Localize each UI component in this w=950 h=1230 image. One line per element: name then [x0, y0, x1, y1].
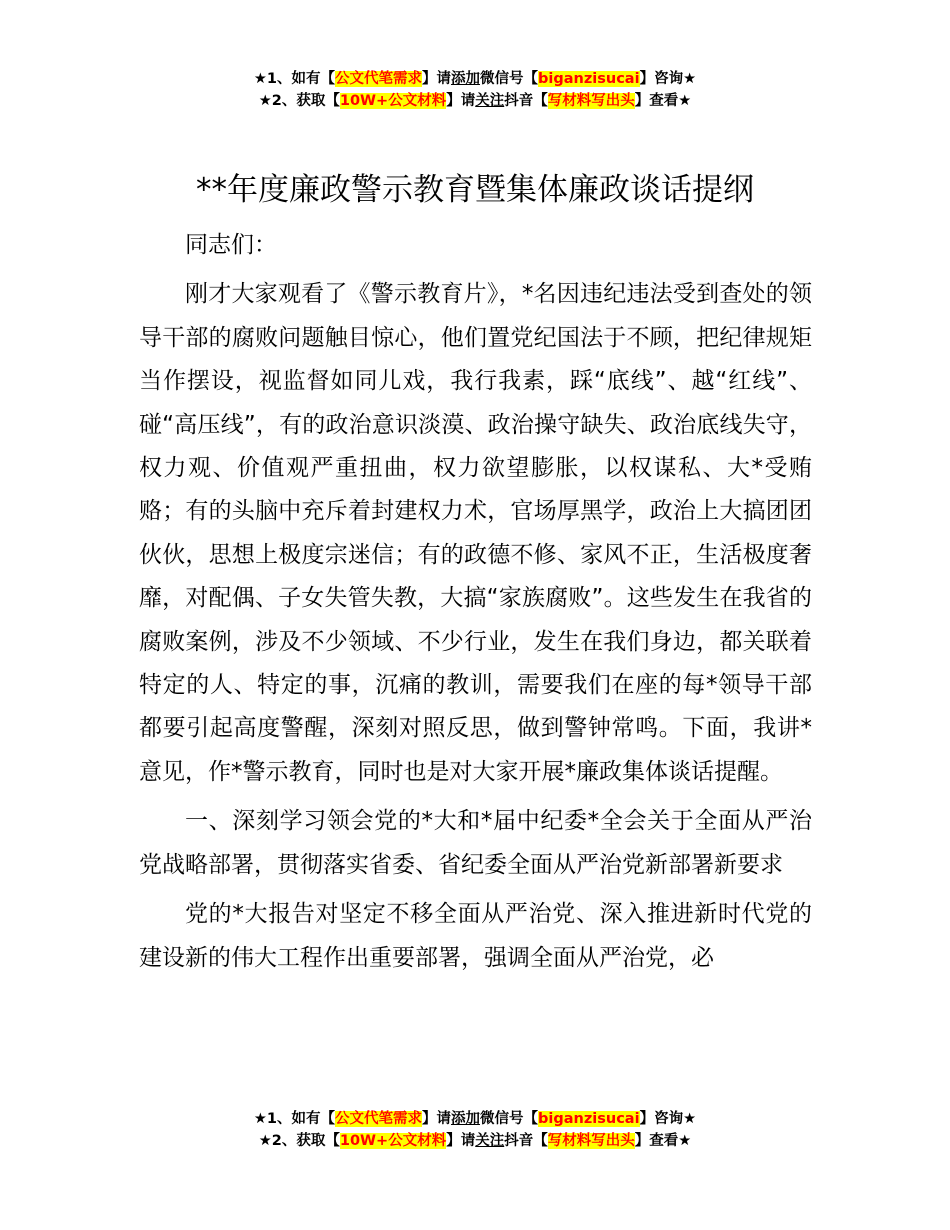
banner-line-1-mid-2: 微信号【	[480, 1111, 539, 1127]
banner-line-1-prefix: ★1、如有【	[253, 1111, 336, 1127]
banner-line-2-suffix: 】查看★	[634, 1133, 692, 1149]
banner-line-2-highlight-1: 10W+公文材料	[339, 93, 447, 109]
banner-line-2-prefix: ★2、获取【	[258, 1133, 340, 1149]
banner-line-1-highlight-2: biganzisucai	[538, 1111, 640, 1127]
banner-line-1	[0, 68, 950, 90]
banner-line-1-mid-1: 】请	[422, 1111, 452, 1127]
banner-line-1-highlight-1: 公文代笔需求	[335, 1111, 423, 1127]
banner-line-2	[0, 90, 950, 112]
salutation-paragraph: 同志们：	[185, 232, 277, 258]
banner-line-2-mid-2: 抖音【	[504, 93, 548, 109]
banner-line-2-highlight-2: 写材料写出头	[547, 1133, 635, 1149]
banner-line-2-mid-2: 抖音【	[504, 1133, 548, 1149]
banner-line-2-mid-1: 】请	[446, 93, 476, 109]
banner-line-2-highlight-2: 写材料写出头	[547, 93, 635, 109]
banner-line-1-suffix: 】咨询★	[639, 71, 697, 87]
banner-line-1-prefix: ★1、如有【	[253, 71, 336, 87]
document-title: **年度廉政警示教育暨集体廉政谈话提纲	[196, 172, 754, 208]
body-paragraph: 党的*大报告对坚定不移全面从严治党、深入推进新时代党的建设新的伟大工程作出重要部署，强调全面从严治党，必	[139, 901, 812, 971]
banner-line-2-prefix: ★2、获取【	[258, 93, 340, 109]
banner-line-1-suffix: 】咨询★	[639, 1111, 697, 1127]
banner-line-2-highlight-1: 10W+公文材料	[339, 1133, 447, 1149]
header-banner	[0, 68, 950, 112]
banner-line-2-emphasis: 关注	[475, 1133, 505, 1149]
banner-line-1-mid-2: 微信号【	[480, 71, 539, 87]
banner-line-2-suffix: 】查看★	[634, 93, 692, 109]
banner-line-1-mid-1: 】请	[422, 71, 452, 87]
banner-line-1-highlight-2: biganzisucai	[538, 71, 640, 87]
banner-line-2	[0, 1130, 950, 1152]
banner-line-1-emphasis: 添加	[451, 71, 481, 87]
document-body	[139, 224, 812, 986]
banner-line-2-mid-1: 】请	[446, 1133, 476, 1149]
footer-banner	[0, 1108, 950, 1152]
banner-line-1	[0, 1108, 950, 1130]
banner-line-1-highlight-1: 公文代笔需求	[335, 71, 423, 87]
banner-line-2-emphasis: 关注	[475, 93, 505, 109]
section-heading: 一、深刻学习领会党的*大和*届中纪委*全会关于全面从严治党战略部署，贯彻落实省委、省纪委全面从严治党新部署新要求	[139, 808, 812, 878]
body-paragraph: 刚才大家观看了《警示教育片》，*名因违纪违法受到查处的领导干部的腐败问题触目惊心，他们置党纪国法于不顾，把纪律规矩当作摆设，视监督如同儿戏，我行我素，踩“底线”、越“红线”、碰“高压线”，有的政治意识淡漠、政治操守缺失、政治底线失守，权力观、价值观严重扭曲，权力欲望膨胀，以权谋私、大*受贿赂；有的头脑中充斥着封建权力术，官场厚黑学，政治上大搞团团伙伙，思想上极度宗迷信；有的政德不修、家风不正，生活极度奢靡，对配偶、子女失管失教，大搞“家族腐败”。这些发生在我省的腐败案例，涉及不少领域、不少行业，发生在我们身边，都关联着特定的人、特定的事，沉痛的教训，需要我们在座的每*领导干部都要引起高度警醒，深刻对照反思，做到警钟常鸣。下面，我讲*意见，作*警示教育，同时也是对大家开展*廉政集体谈话提醒。	[139, 281, 812, 785]
banner-line-1-emphasis: 添加	[451, 1111, 481, 1127]
